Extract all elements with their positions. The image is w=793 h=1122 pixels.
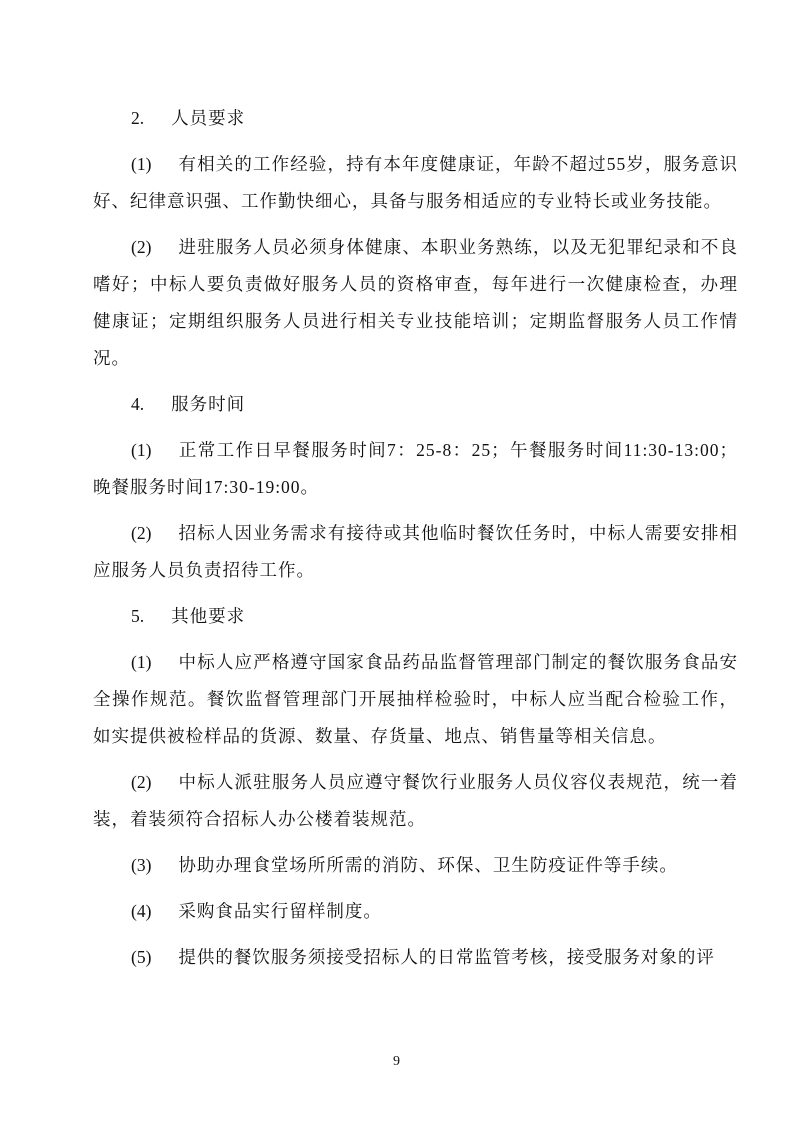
section-heading-text: 服务时间 (171, 394, 246, 414)
item-number: (1) (131, 440, 152, 460)
list-item-other-5 (93, 939, 738, 976)
item-number: (2) (131, 772, 152, 792)
item-number: (4) (131, 901, 152, 921)
section-heading-service-time (93, 386, 738, 423)
section-heading-personnel (93, 100, 738, 137)
document-body (93, 100, 738, 985)
item-number: (2) (131, 523, 152, 543)
paragraph-text: 招标人因业务需求有接待或其他临时餐饮任务时，中标人需要安排相应服务人员负责招待工作。 (93, 523, 738, 580)
paragraph-text: 有相关的工作经验，持有本年度健康证，年龄不超过55岁，服务意识好、纪律意识强、工作勤快细心，具备与服务相适应的专业特长或业务技能。 (93, 154, 738, 211)
item-number: (1) (131, 154, 152, 174)
page-number: 9 (393, 1054, 400, 1069)
section-heading-text: 其他要求 (171, 606, 246, 626)
paragraph-text: 进驻服务人员必须身体健康、本职业务熟练，以及无犯罪纪录和不良嗜好；中标人要负责做好服务人员的资格审查，每年进行一次健康检查，办理健康证；定期组织服务人员进行相关专业技能培训；定期监督服务人员工作情况。 (93, 237, 738, 368)
section-number: 5. (131, 606, 145, 626)
section-heading-other-requirements (93, 598, 738, 635)
list-item-personnel-1 (93, 146, 738, 220)
paragraph-text: 正常工作日早餐服务时间7：25-8：25；午餐服务时间11:30-13:00；晚餐服务时间17:30-19:00。 (93, 440, 738, 497)
list-item-service-time-1 (93, 432, 738, 506)
item-number: (3) (131, 855, 152, 875)
list-item-other-2 (93, 764, 738, 838)
paragraph-text: 采购食品实行留样制度。 (178, 901, 382, 921)
item-number: (1) (131, 652, 152, 672)
section-number: 2. (131, 108, 145, 128)
item-number: (2) (131, 237, 152, 257)
paragraph-text: 中标人派驻服务人员应遵守餐饮行业服务人员仪容仪表规范，统一着装，着装须符合招标人办公楼着装规范。 (93, 772, 738, 829)
list-item-service-time-2 (93, 515, 738, 589)
list-item-other-4 (93, 893, 738, 930)
paragraph-text: 中标人应严格遵守国家食品药品监督管理部门制定的餐饮服务食品安全操作规范。餐饮监督管理部门开展抽样检验时，中标人应当配合检验工作，如实提供被检样品的货源、数量、存货量、地点、销售量等相关信息。 (93, 652, 738, 746)
paragraph-text: 协助办理食堂场所所需的消防、环保、卫生防疫证件等手续。 (178, 855, 678, 875)
list-item-other-3 (93, 847, 738, 884)
list-item-personnel-2 (93, 229, 738, 377)
item-number: (5) (131, 947, 152, 967)
list-item-other-1 (93, 644, 738, 755)
section-number: 4. (131, 394, 145, 414)
paragraph-text: 提供的餐饮服务须接受招标人的日常监管考核，接受服务对象的评 (178, 947, 715, 967)
section-heading-text: 人员要求 (171, 108, 246, 128)
